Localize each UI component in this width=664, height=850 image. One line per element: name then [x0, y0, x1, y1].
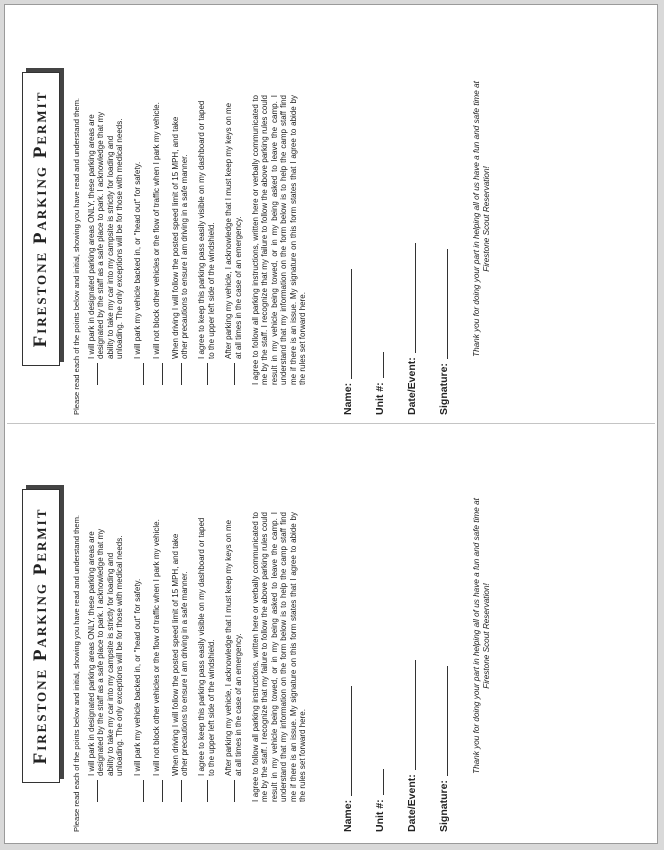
- permit-item: [224, 19, 243, 419]
- permit-fields: [322, 19, 450, 415]
- name-input-line[interactable]: [351, 269, 352, 379]
- permit-title-box: [22, 72, 60, 366]
- permit-closing: [472, 19, 492, 419]
- unit-label: Unit #:: [373, 382, 386, 415]
- permit-item-text: When driving I will follow the posted speed limit of 15 MPH, and take other precautions to ensure I am driving in a safe manner.: [170, 116, 190, 359]
- permit-item: [133, 436, 144, 836]
- initial-blank[interactable]: [224, 780, 235, 802]
- unit-label: Unit #:: [373, 799, 386, 832]
- fold-line: [7, 423, 655, 424]
- date-event-label: Date/Event:: [405, 774, 418, 832]
- initial-blank[interactable]: [197, 780, 208, 802]
- permit-item-text: When driving I will follow the posted speed limit of 15 MPH, and take other precautions to ensure I am driving in a safe manner.: [170, 533, 190, 776]
- parking-permit-bottom: [16, 436, 656, 836]
- signature-label: Signature:: [437, 363, 450, 415]
- initial-blank[interactable]: [197, 363, 208, 385]
- initial-blank[interactable]: [152, 780, 163, 802]
- date-event-input-line[interactable]: [415, 660, 416, 770]
- signature-field: [418, 19, 450, 415]
- unit-field: [354, 19, 386, 415]
- permit-item-text: I will park in designated parking areas ONLY, these parking areas are designated by the staff as a safe place to park. I acknowledge that my ability to take my car into my campsite is strictly for loading and unloading. The only exceptions will be for those with medical needs.: [87, 111, 125, 359]
- signature-field: [418, 436, 450, 832]
- permit-agreement: I agree to follow all parking instructions, written here or verbally communicated to me by the staff. I recognize that my failure to follow the above parking rules could result in my vehicle being towed, or in my being asked to leave the camp. I understand that my information on the form below is to help the camp staff find me if there is an issue. My signature on this form states that I agree to abide by the rules set forward here.: [251, 95, 308, 385]
- initial-blank[interactable]: [133, 363, 144, 385]
- initial-blank[interactable]: [152, 363, 163, 385]
- permit-item: [171, 436, 190, 836]
- permit-item-text: I agree to keep this parking pass easily visible on my dashboard or taped to the upper left side of the windshield.: [197, 100, 216, 359]
- signature-input-line[interactable]: [447, 666, 448, 776]
- name-input-line[interactable]: [351, 686, 352, 796]
- date-event-label: Date/Event:: [405, 357, 418, 415]
- permit-intro: Please read each of the points below and initial, showing you have read and understand them.: [72, 514, 81, 832]
- initial-blank[interactable]: [171, 780, 182, 802]
- permit-item-text: After parking my vehicle, I acknowledge that I must keep my keys on me at all times in the case of an emergency.: [224, 102, 243, 359]
- name-field: [322, 19, 354, 415]
- permit-item: [224, 436, 243, 836]
- permit-item: [152, 436, 163, 836]
- unit-input-line[interactable]: [383, 769, 384, 795]
- permit-title: Firestone Parking Permit: [30, 507, 51, 765]
- parking-permit-top: [16, 19, 656, 419]
- permit-items: [87, 19, 243, 419]
- name-label: Name:: [341, 382, 354, 415]
- signature-label: Signature:: [437, 780, 450, 832]
- permit-items: [87, 436, 243, 836]
- initial-blank[interactable]: [133, 780, 144, 802]
- permit-item: [133, 19, 144, 419]
- permit-item-text: I will park in designated parking areas ONLY, these parking areas are designated by the staff as a safe place to park. I acknowledge that my ability to take my car into my campsite is strictly for loading and unloading. The only exceptions will be for those with medical needs.: [87, 528, 125, 776]
- permit-item-text: I will not block other vehicles or the flow of traffic when I park my vehicle.: [151, 519, 161, 776]
- document-page: [4, 4, 658, 844]
- initial-blank[interactable]: [171, 363, 182, 385]
- name-label: Name:: [341, 799, 354, 832]
- permit-item: [171, 19, 190, 419]
- permit-item-text: I will park my vehicle backed in, or "head out" for safety.: [132, 161, 142, 359]
- permit-intro: Please read each of the points below and initial, showing you have read and understand them.: [72, 97, 81, 415]
- name-field: [322, 436, 354, 832]
- closing-line-1: Thank you for doing your part in helping all of us have a fun and safe time at: [471, 498, 481, 774]
- permit-fields: [322, 436, 450, 832]
- permit-item: [87, 436, 125, 836]
- permit-item: [152, 19, 163, 419]
- unit-input-line[interactable]: [383, 352, 384, 378]
- permit-item-text: I agree to keep this parking pass easily visible on my dashboard or taped to the upper left side of the windshield.: [197, 517, 216, 776]
- permit-agreement: I agree to follow all parking instructions, written here or verbally communicated to me by the staff. I recognize that my failure to follow the above parking rules could result in my vehicle being towed, or in my being asked to leave the camp. I understand that my information on the form below is to help the camp staff find me if there is an issue. My signature on this form states that I agree to abide by the rules set forward here.: [251, 512, 308, 802]
- signature-input-line[interactable]: [447, 249, 448, 359]
- permit-item: [87, 19, 125, 419]
- permit-item: [197, 436, 216, 836]
- initial-blank[interactable]: [87, 363, 98, 385]
- date-event-input-line[interactable]: [415, 243, 416, 353]
- date-event-field: [386, 19, 418, 415]
- initial-blank[interactable]: [87, 780, 98, 802]
- unit-field: [354, 436, 386, 832]
- permit-item: [197, 19, 216, 419]
- closing-line-2: Firestone Scout Reservation!: [481, 583, 491, 689]
- date-event-field: [386, 436, 418, 832]
- closing-line-1: Thank you for doing your part in helping all of us have a fun and safe time at: [471, 81, 481, 357]
- permit-title-box: [22, 489, 60, 783]
- permit-closing: [472, 436, 492, 836]
- permit-title: Firestone Parking Permit: [30, 90, 51, 348]
- initial-blank[interactable]: [224, 363, 235, 385]
- closing-line-2: Firestone Scout Reservation!: [481, 166, 491, 272]
- permit-item-text: I will not block other vehicles or the flow of traffic when I park my vehicle.: [151, 102, 161, 359]
- permit-item-text: I will park my vehicle backed in, or "head out" for safety.: [132, 578, 142, 776]
- permit-item-text: After parking my vehicle, I acknowledge that I must keep my keys on me at all times in the case of an emergency.: [224, 519, 243, 776]
